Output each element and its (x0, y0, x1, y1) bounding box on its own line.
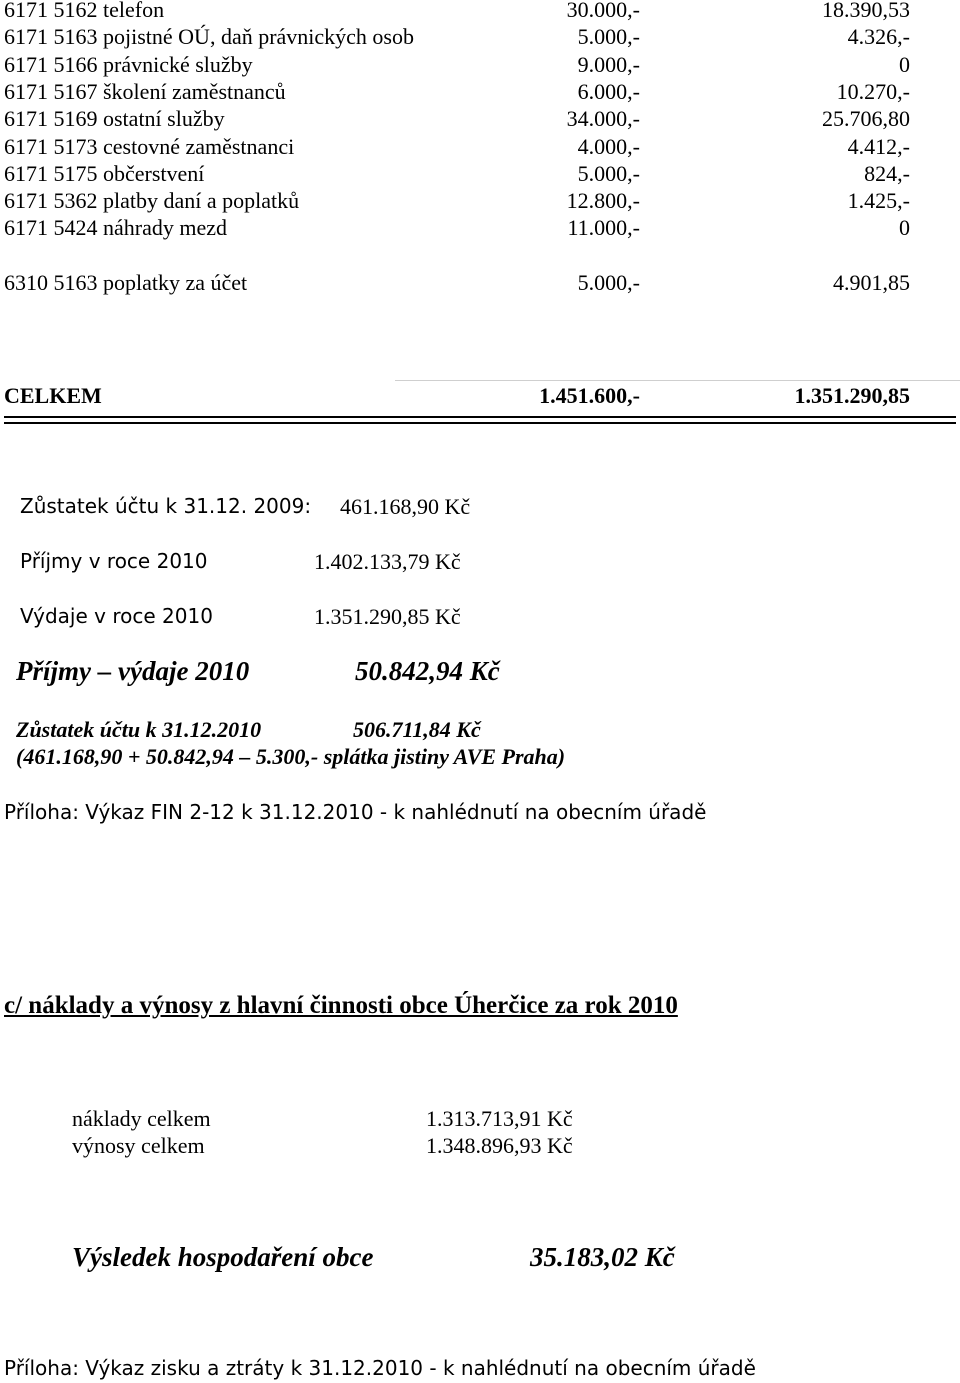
row-actual: 824,- (864, 160, 910, 186)
budget-row (0, 52, 960, 79)
separator-line (395, 380, 960, 381)
row-planned: 9.000,- (577, 51, 640, 77)
row-actual: 4.412,- (847, 133, 910, 159)
row-planned: 12.800,- (566, 188, 640, 214)
income-label: Příjmy v roce 2010 (20, 549, 208, 573)
balance-end-value: 506.711,84 Kč (353, 717, 481, 742)
section-c-heading: c/ náklady a výnosy z hlavní činnosti obce Úherčice za rok 2010 (4, 992, 678, 1019)
row-planned: 5.000,- (577, 270, 640, 295)
budget-row (0, 24, 960, 51)
costs-label: náklady celkem (72, 1106, 211, 1131)
budget-row (0, 79, 960, 106)
total-actual: 1.351.290,85 (794, 383, 910, 408)
budget-row (0, 106, 960, 133)
revenue-value: 1.348.896,93 Kč (426, 1133, 573, 1158)
budget-row (0, 0, 960, 24)
row-label: 6171 5167 školení zaměstnanců (4, 78, 286, 104)
row-label: 6310 5163 poplatky za účet (4, 270, 248, 295)
row-label: 6171 5166 právnické služby (4, 51, 253, 77)
row-planned: 6.000,- (577, 78, 640, 104)
row-actual: 18.390,53 (822, 0, 910, 22)
attachment-profit-loss: Příloha: Výkaz zisku a ztráty k 31.12.2010 - k nahlédnutí na obecním úřadě (4, 1356, 756, 1380)
balance-start-label: Zůstatek účtu k 31.12. 2009: (20, 494, 312, 518)
balance-end-label: Zůstatek účtu k 31.12.2010 (16, 717, 262, 742)
row-label: 6171 5163 pojistné OÚ, daň právnických osob (4, 24, 414, 50)
row-actual: 0 (899, 51, 910, 77)
row-actual: 4.326,- (847, 24, 910, 50)
budget-row (0, 134, 960, 161)
row-planned: 30.000,- (566, 0, 640, 22)
expense-label: Výdaje v roce 2010 (20, 604, 213, 628)
budget-row (0, 188, 960, 215)
row-label: 6171 5362 platby daní a poplatků (4, 188, 300, 214)
row-planned: 34.000,- (566, 106, 640, 132)
budget-row (0, 215, 960, 242)
budget-row (0, 161, 960, 188)
expense-value: 1.351.290,85 Kč (314, 604, 461, 629)
row-actual: 25.706,80 (822, 106, 910, 132)
income-value: 1.402.133,79 Kč (314, 549, 461, 574)
row-label: 6171 5162 telefon (4, 0, 165, 22)
diff-label: Příjmy – výdaje 2010 (16, 656, 250, 686)
row-label: 6171 5424 náhrady mezd (4, 215, 227, 241)
attachment-fin: Příloha: Výkaz FIN 2-12 k 31.12.2010 - k nahlédnutí na obecním úřadě (4, 800, 707, 824)
row-planned: 5.000,- (577, 24, 640, 50)
balance-start-value: 461.168,90 Kč (340, 494, 471, 519)
total-label: CELKEM (4, 383, 102, 408)
diff-value: 50.842,94 Kč (355, 656, 500, 686)
revenue-label: výnosy celkem (72, 1133, 205, 1158)
row-actual: 1.425,- (847, 188, 910, 214)
row-actual: 10.270,- (836, 78, 910, 104)
row-label: 6171 5169 ostatní služby (4, 106, 225, 132)
costs-value: 1.313.713,91 Kč (426, 1106, 573, 1131)
row-planned: 11.000,- (567, 215, 640, 241)
total-planned: 1.451.600,- (539, 383, 640, 408)
balance-end-note: (461.168,90 + 50.842,94 – 5.300,- splátka jistiny AVE Praha) (16, 744, 566, 769)
row-planned: 4.000,- (577, 133, 640, 159)
row-actual: 4.901,85 (833, 270, 910, 295)
row-label: 6171 5173 cestovné zaměstnanci (4, 133, 295, 159)
result-value: 35.183,02 Kč (530, 1242, 675, 1272)
total-row (0, 383, 960, 410)
double-underline (4, 416, 956, 424)
row-actual: 0 (899, 215, 910, 241)
row-label: 6171 5175 občerstvení (4, 160, 205, 186)
fee-row (0, 270, 960, 297)
row-planned: 5.000,- (577, 160, 640, 186)
result-label: Výsledek hospodaření obce (72, 1242, 374, 1272)
